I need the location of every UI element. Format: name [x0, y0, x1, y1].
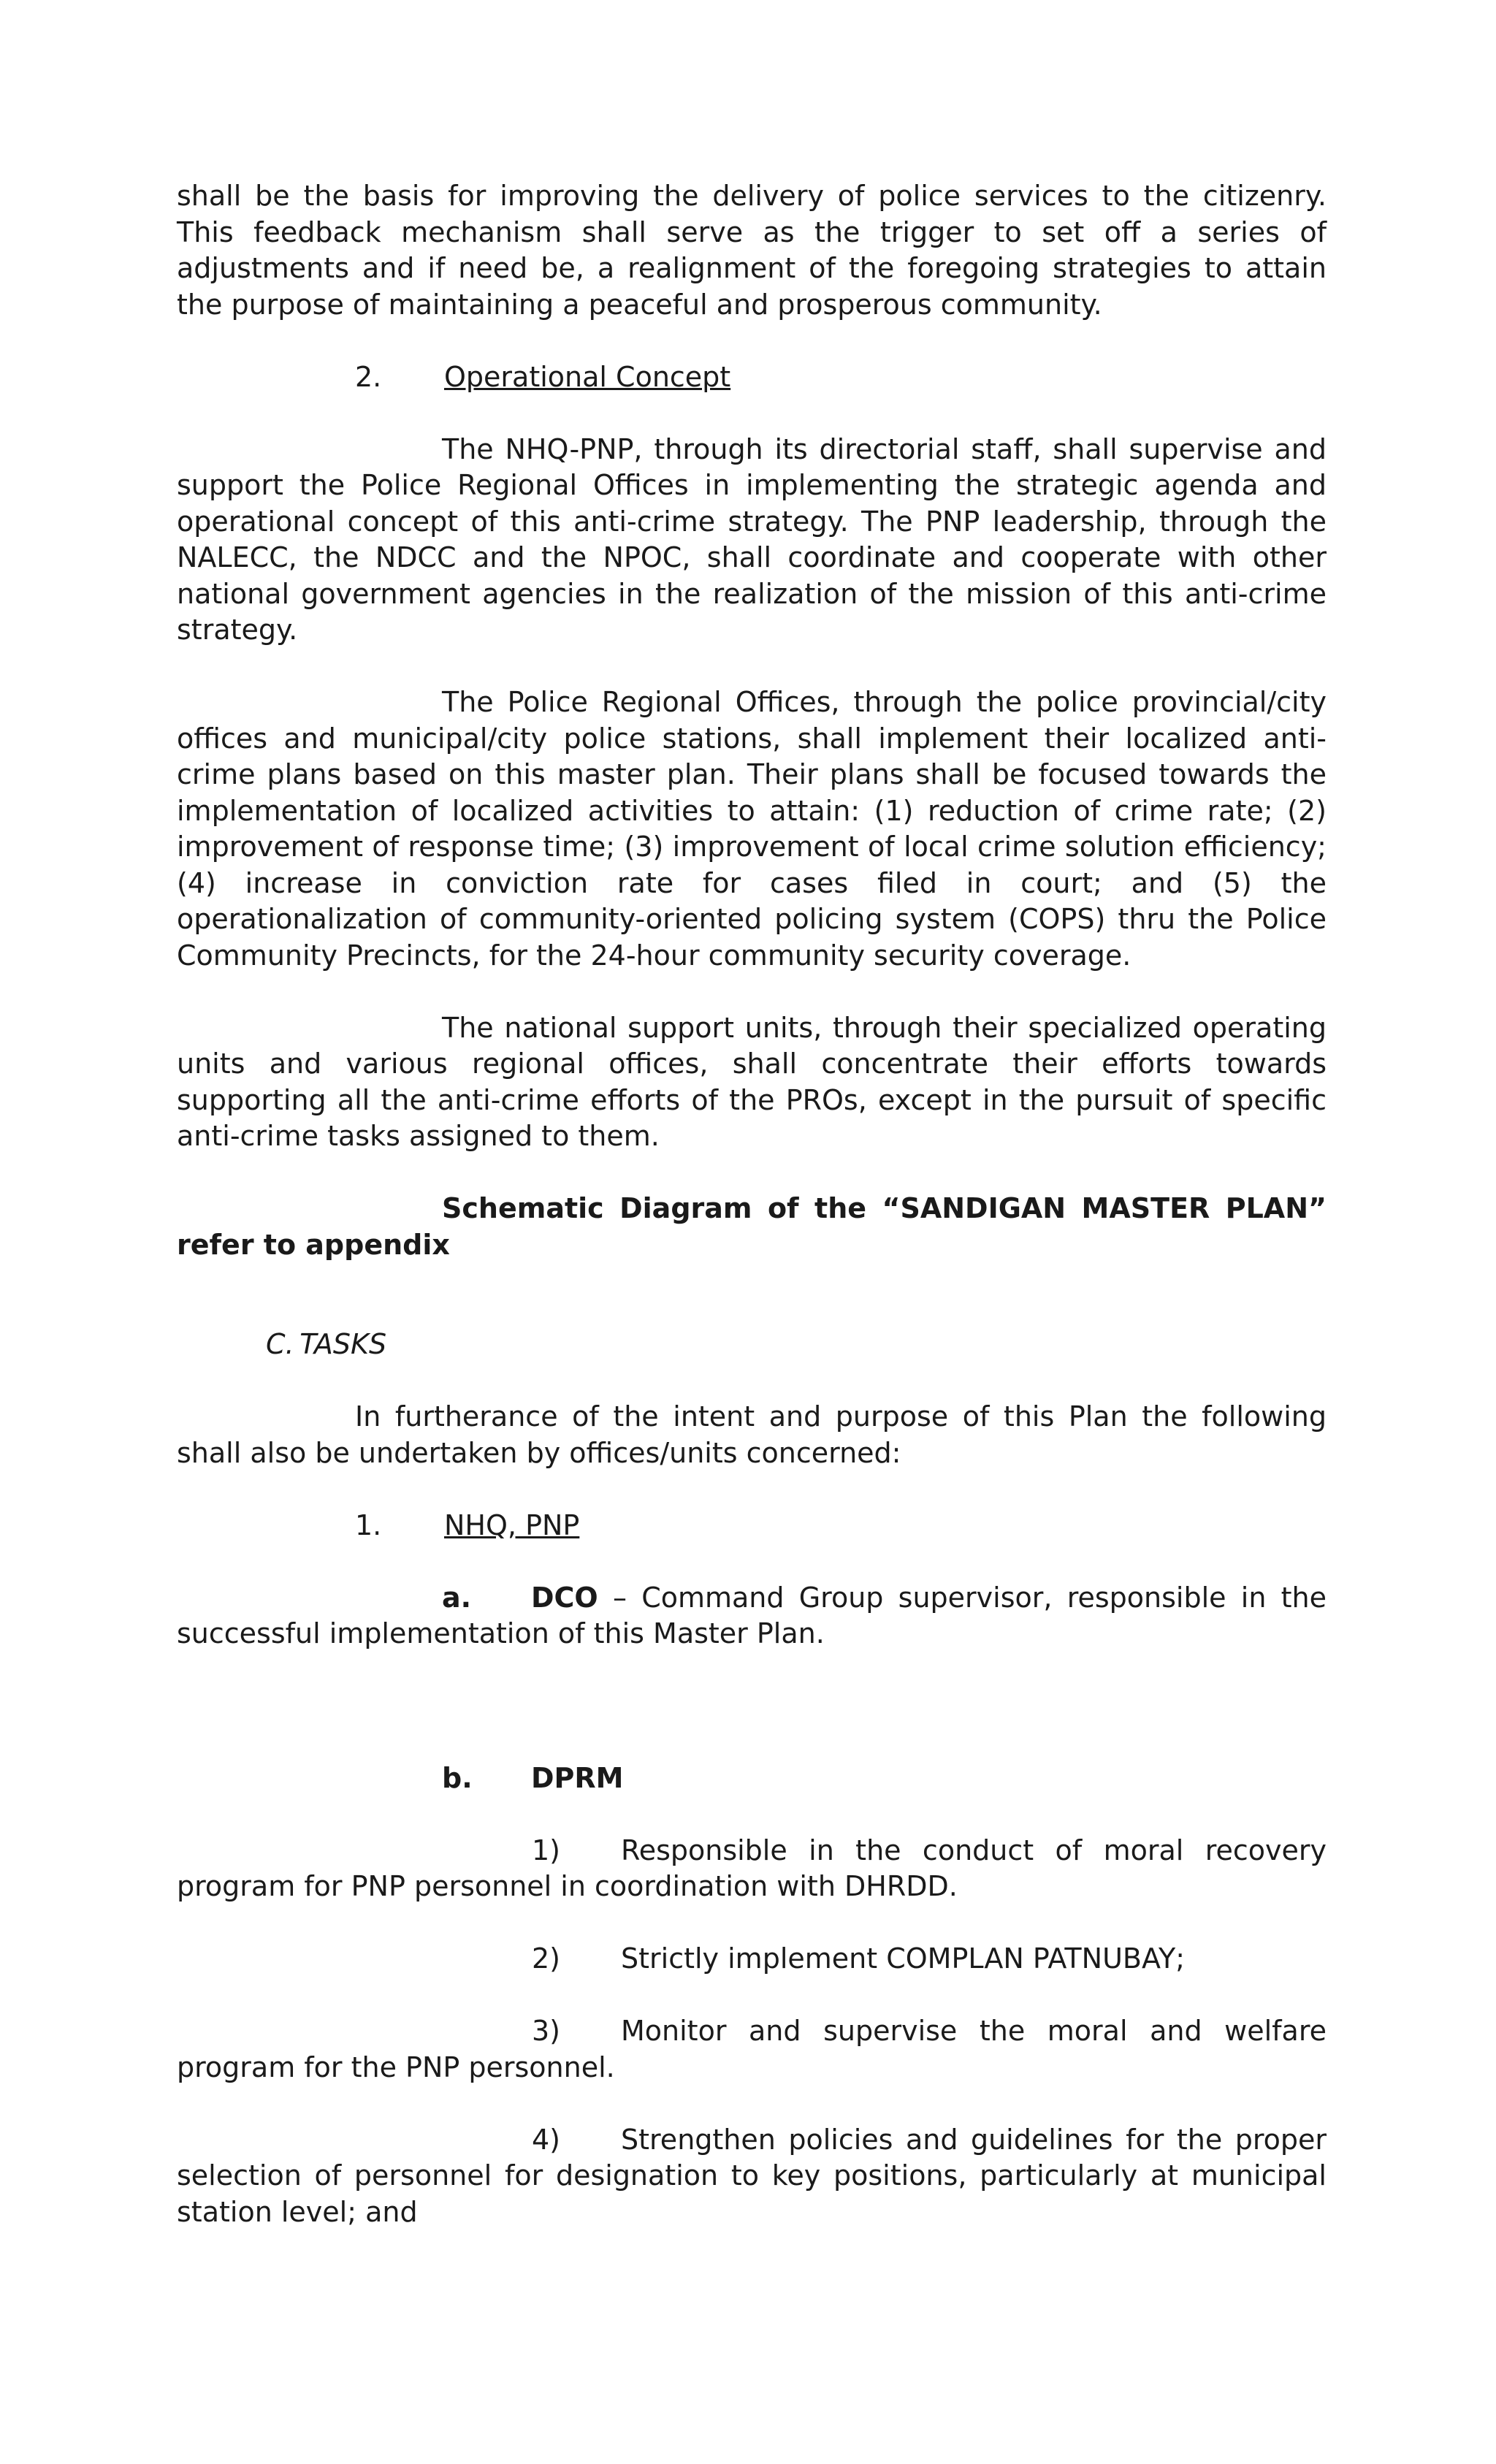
task-b-letter: b. [442, 1761, 473, 1794]
task-b-item-3 [177, 2013, 1327, 2086]
task-a-office: DCO [531, 1581, 598, 1614]
task-b-item-2 [177, 1941, 1327, 1977]
tasks-item-1-number: 1. [355, 1508, 382, 1541]
section-2-number: 2. [355, 360, 382, 393]
tasks-heading: C. TASKS [266, 1328, 387, 1360]
task-b-item-1-number: 1) [532, 1834, 561, 1866]
operational-paragraph-2: The Police Regional Offices, through the police provincial/city offices and municipal/city police stations, shall implement their localized anti-crime plans based on this master plan. Their plans shall be focused towards the implementation of localized activities to attain: (1) reduction of crime rate; (2) improvement of response time; (3) improvement of local crime solution efficiency; (4) increase in conviction rate for cases filed in court; and (5) the operationalization of community-oriented policing system (COPS) thru the Police Community Precincts, for the 24-hour community security coverage. [177, 686, 1327, 972]
task-b-item-1-text: Responsible in the conduct of moral recovery program for PNP personnel in coordination with DHRDD. [177, 1834, 1327, 1902]
task-b-heading [177, 1761, 1327, 1797]
intro-paragraph: shall be the basis for improving the delivery of police services to the citizenry. This feedback mechanism shall serve as the trigger to set off a series of adjustments and if need be, a realignment of the foregoing strategies to attain the purpose of maintaining a peaceful and prosperous community. [177, 180, 1327, 321]
section-2-title: Operational Concept [444, 360, 731, 393]
tasks-item-1-heading [177, 1508, 1327, 1544]
task-b-item-2-number: 2) [532, 1942, 561, 1975]
document-page [177, 178, 1327, 2230]
task-b-item-3-number: 3) [532, 2015, 561, 2047]
tasks-item-1-title: NHQ, PNP [444, 1508, 580, 1541]
task-b-item-2-text: Strictly implement COMPLAN PATNUBAY; [621, 1942, 1186, 1975]
schematic-note: Schematic Diagram of the “SANDIGAN MASTER PLAN” refer to appendix [177, 1192, 1327, 1261]
task-b-item-3-text: Monitor and supervise the moral and welfare program for the PNP personnel. [177, 2015, 1327, 2083]
task-b-item-4 [177, 2122, 1327, 2231]
task-a-letter: a. [442, 1581, 472, 1614]
tasks-intro: In furtherance of the intent and purpose of this Plan the following shall also be undertaken by offices/units concerned: [177, 1400, 1327, 1469]
task-b-item-1 [177, 1833, 1327, 1905]
task-a-text: – Command Group supervisor, responsible in the successful implementation of this Master Plan. [177, 1581, 1327, 1649]
operational-paragraph-1: The NHQ-PNP, through its directorial staff, shall supervise and support the Police Regional Offices in implementing the strategic agenda and operational concept of this anti-crime strategy. The PNP leadership, through the NALECC, the NDCC and the NPOC, shall coordinate and cooperate with other national government agencies in the realization of the mission of this anti-crime strategy. [177, 432, 1327, 646]
section-2-heading [177, 359, 1327, 396]
task-b-item-4-text: Strengthen policies and guidelines for the proper selection of personnel for designation to key positions, particularly at municipal station level; and [177, 2123, 1327, 2228]
task-b-item-4-number: 4) [532, 2123, 561, 2156]
task-b-office: DPRM [531, 1761, 624, 1794]
task-a-paragraph [177, 1580, 1327, 1652]
operational-paragraph-3: The national support units, through their specialized operating units and various regional offices, shall concentrate their efforts towards supporting all the anti-crime efforts of the PROs, except in the pursuit of specific anti-crime tasks assigned to them. [177, 1011, 1327, 1152]
